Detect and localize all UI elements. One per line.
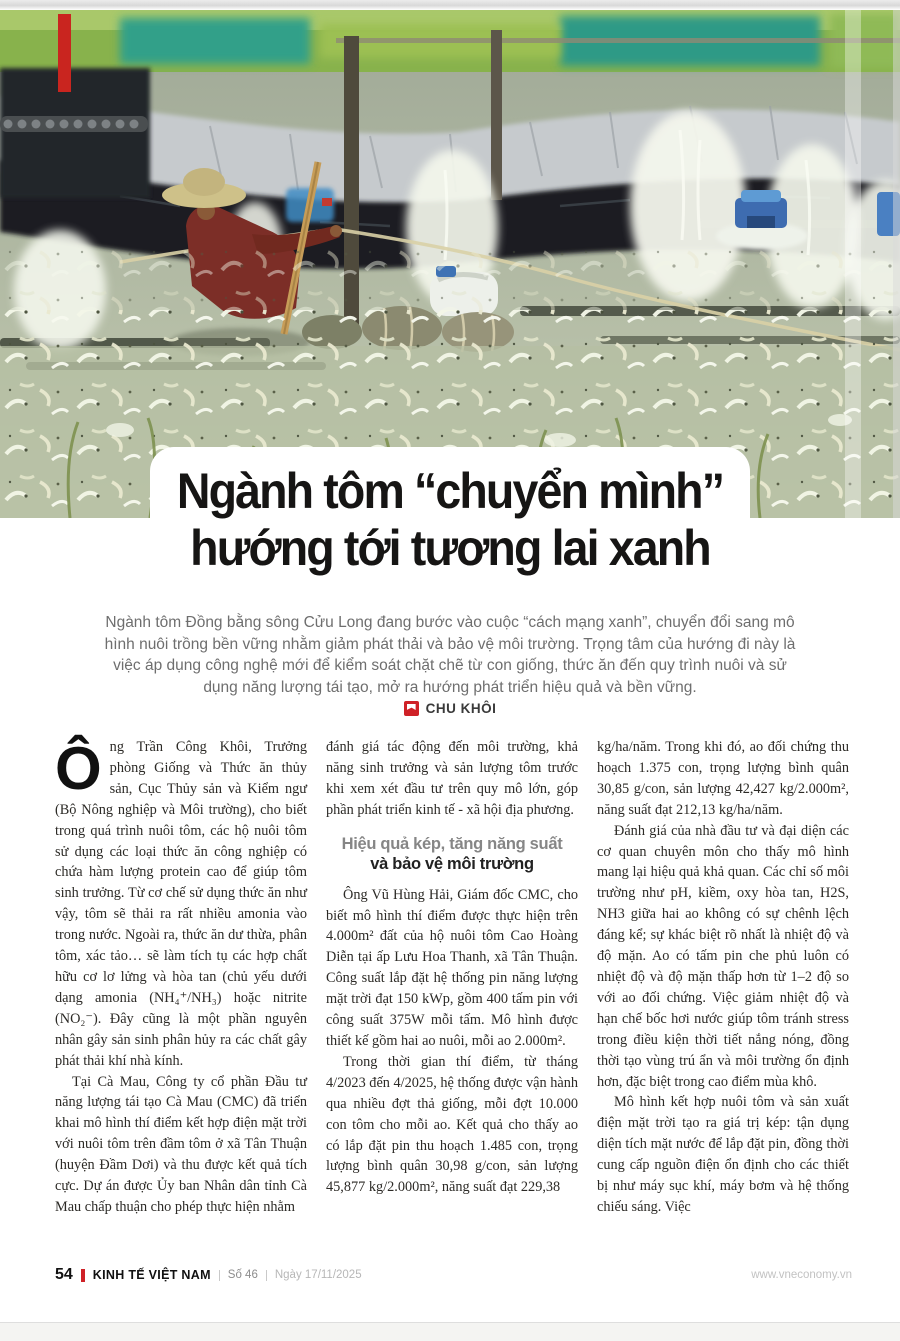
footer-red-bar (81, 1269, 85, 1282)
issue-date: Ngày 17/11/2025 (274, 1269, 362, 1281)
equipment-detail (322, 198, 332, 206)
magazine-name: KINH TẾ VIỆT NAM (92, 1268, 211, 1282)
paragraph: đánh giá tác động đến môi trường, khả năng sinh trưởng và sản lượng tôm trước khi xem xét đầu tư trên quy mô lớn, góp phần phát triển kinh tế - xã hội địa phương. (326, 739, 578, 818)
paragraph: Ông Vũ Hùng Hải, Giám đốc CMC, cho biết mô hình thí điểm được thực hiện trên 4.000m² đất của hộ nuôi tôm Cao Hoàng Diễn tại ấp Lưu Hoa Thanh, xã Tân Thuận. Công suất lắp đặt hệ thống pin năng lượng mặt trời đạt 150 kWp, gồm 400 tấm pin với công suất 375W mỗi tấm. Mô hình được thiết kế gồm hai ao nuôi, mỗi ao 2.000m². (326, 886, 578, 1049)
shrimp-farm-photo-illustration (0, 10, 900, 518)
column-1 (55, 737, 307, 1218)
article-title-line1: Ngành tôm “chuyển mình” (176, 463, 724, 519)
page-right-edge (893, 10, 900, 518)
page-number: 54 (55, 1266, 73, 1283)
shrimp-farm-photo (0, 10, 900, 518)
paragraph: Tại Cà Mau, Công ty cổ phần Đầu tư năng lượng tái tạo Cà Mau (CMC) đã triển khai mô hình thí điểm kết hợp điện mặt trời với nuôi tôm trên đầm tôm ở xã Tân Thuận (huyện Đầm Dơi) và thu được kết quả tích cực. Dự án được Ủy ban Nhân dân tỉnh Cà Mau chấp thuận cho phép thực hiện nhằm (55, 1073, 307, 1215)
byline (0, 701, 900, 716)
issue-number: Số 46 (227, 1269, 258, 1281)
paragraph: kg/ha/năm. Trong khi đó, ao đối chứng thu hoạch 1.375 con, trọng lượng bình quân 30,85 g/con, sản lượng 42,427 kg/2.000m², năng suất đạt 212,13 kg/ha/năm. (597, 739, 849, 818)
footer-left (55, 1266, 362, 1284)
article-title (171, 463, 729, 577)
accent-red-bar (58, 14, 71, 92)
article-title-line2: hướng tới tương lai xanh (190, 520, 710, 576)
article-lede: Ngành tôm Đồng bằng sông Cửu Long đang bước vào cuộc “cách mạng xanh”, chuyển đổi sang mô hình nuôi trồng bền vững nhằm giảm phát thải và bảo vệ môi trường. Trọng tâm của hướng đi này là việc áp dụng công nghệ mới để kiểm soát chặt chẽ từ con giống, thức ăn đến quy trình nuôi và sử dụng năng lượng tái tạo, mở ra hướng phát triển hiệu quả và bền vững. (104, 614, 796, 696)
paragraph: Trong thời gian thí điểm, từ tháng 4/2023 đến 4/2025, hệ thống được vận hành qua nhiều đợt thả giống, mỗi đợt 10.000 con tôm cho mỗi ao. Kết quả cho thấy ao có lắp đặt pin thu hoạch 1.485 con, trọng lượng bình quân 30,98 g/con, sản lượng 45,877 kg/2.000m², năng suất đạt 229,38 (326, 1053, 578, 1196)
section-heading (326, 834, 578, 874)
page-bottom-edge (0, 1322, 900, 1341)
website-url: www.vneconomy.vn (751, 1269, 852, 1281)
column-2 (326, 737, 578, 1218)
drop-cap: Ô (55, 735, 102, 802)
article-body (55, 737, 849, 1218)
column-3 (597, 737, 849, 1218)
paragraph: Mô hình kết hợp nuôi tôm và sản xuất điện mặt trời tạo ra giá trị kép: tận dụng diện tích mặt nước để lắp đặt pin, đồng thời cung cấp nguồn điện ổn định cho các thiết bị như máy sục khí, máy bơm và hệ thống chiếu sáng. Việc (597, 1094, 849, 1215)
section-heading-line2: và bảo vệ môi trường (370, 854, 534, 873)
page-footer (55, 1266, 852, 1284)
footer-separator (266, 1270, 267, 1281)
page-top-edge (0, 0, 900, 10)
section-heading-line1: Hiệu quả kép, tăng năng suất (341, 834, 563, 853)
headline-box (150, 447, 750, 619)
paragraph: Ông Trần Công Khôi, Trưởng phòng Giống và Thức ăn thủy sản, Cục Thủy sản và Kiểm ngư (Bộ Nông nghiệp và Môi trường), cho biết trong quá trình nuôi tôm, các hộ nuôi tôm sử dụng các loại thức ăn công nghiệp có chứa hàm lượng protein cao để giúp tôm sinh trưởng. Từ cơ chế sử dụng thức ăn như vậy, tôm sẽ thải ra rất nhiều amonia vào trong nước. Ngoài ra, thức ăn dư thừa, phân tôm, xác tảo… sẽ làm tích tụ các hợp chất hữu cơ lơ lửng và hòa tan (chủ yếu dưới dạng amonia (NH₄⁺/NH₃) hoặc nitrite (NO₂⁻). Đây cũng là một phần nguyên nhân gây sản sinh phân hủy ra các chất gây phát thải khí nhà kính. (55, 735, 307, 1069)
author-name: CHU KHÔI (425, 701, 497, 716)
vneconomy-logo-icon (404, 701, 419, 716)
scan-streak (845, 10, 861, 518)
footer-separator (219, 1270, 220, 1281)
paragraph: Đánh giá của nhà đầu tư và đại diện các cơ quan chuyên môn cho thấy mô hình mang lại hiệu quả khả quan. Các chỉ số môi trường như pH, kiềm, oxy hòa tan, H2S, NH3 giữa hai ao không có sự chênh lệch đáng kể; sự khác biệt rõ nhất là nhiệt độ và độ mặn. Ao có tấm pin che phủ luôn có nhiệt độ và độ mặn thấp hơn từ 1–2 độ so với ao đối chứng. Việc giảm nhiệt độ và hạn chế bốc hơi nước giúp tôm tránh stress trong điều kiện thời tiết nắng nóng, đồng thời tạo vùng trú ẩn và môi trường ổn định hơn, đặc biệt trong cao điểm mùa khô. (597, 822, 849, 1090)
